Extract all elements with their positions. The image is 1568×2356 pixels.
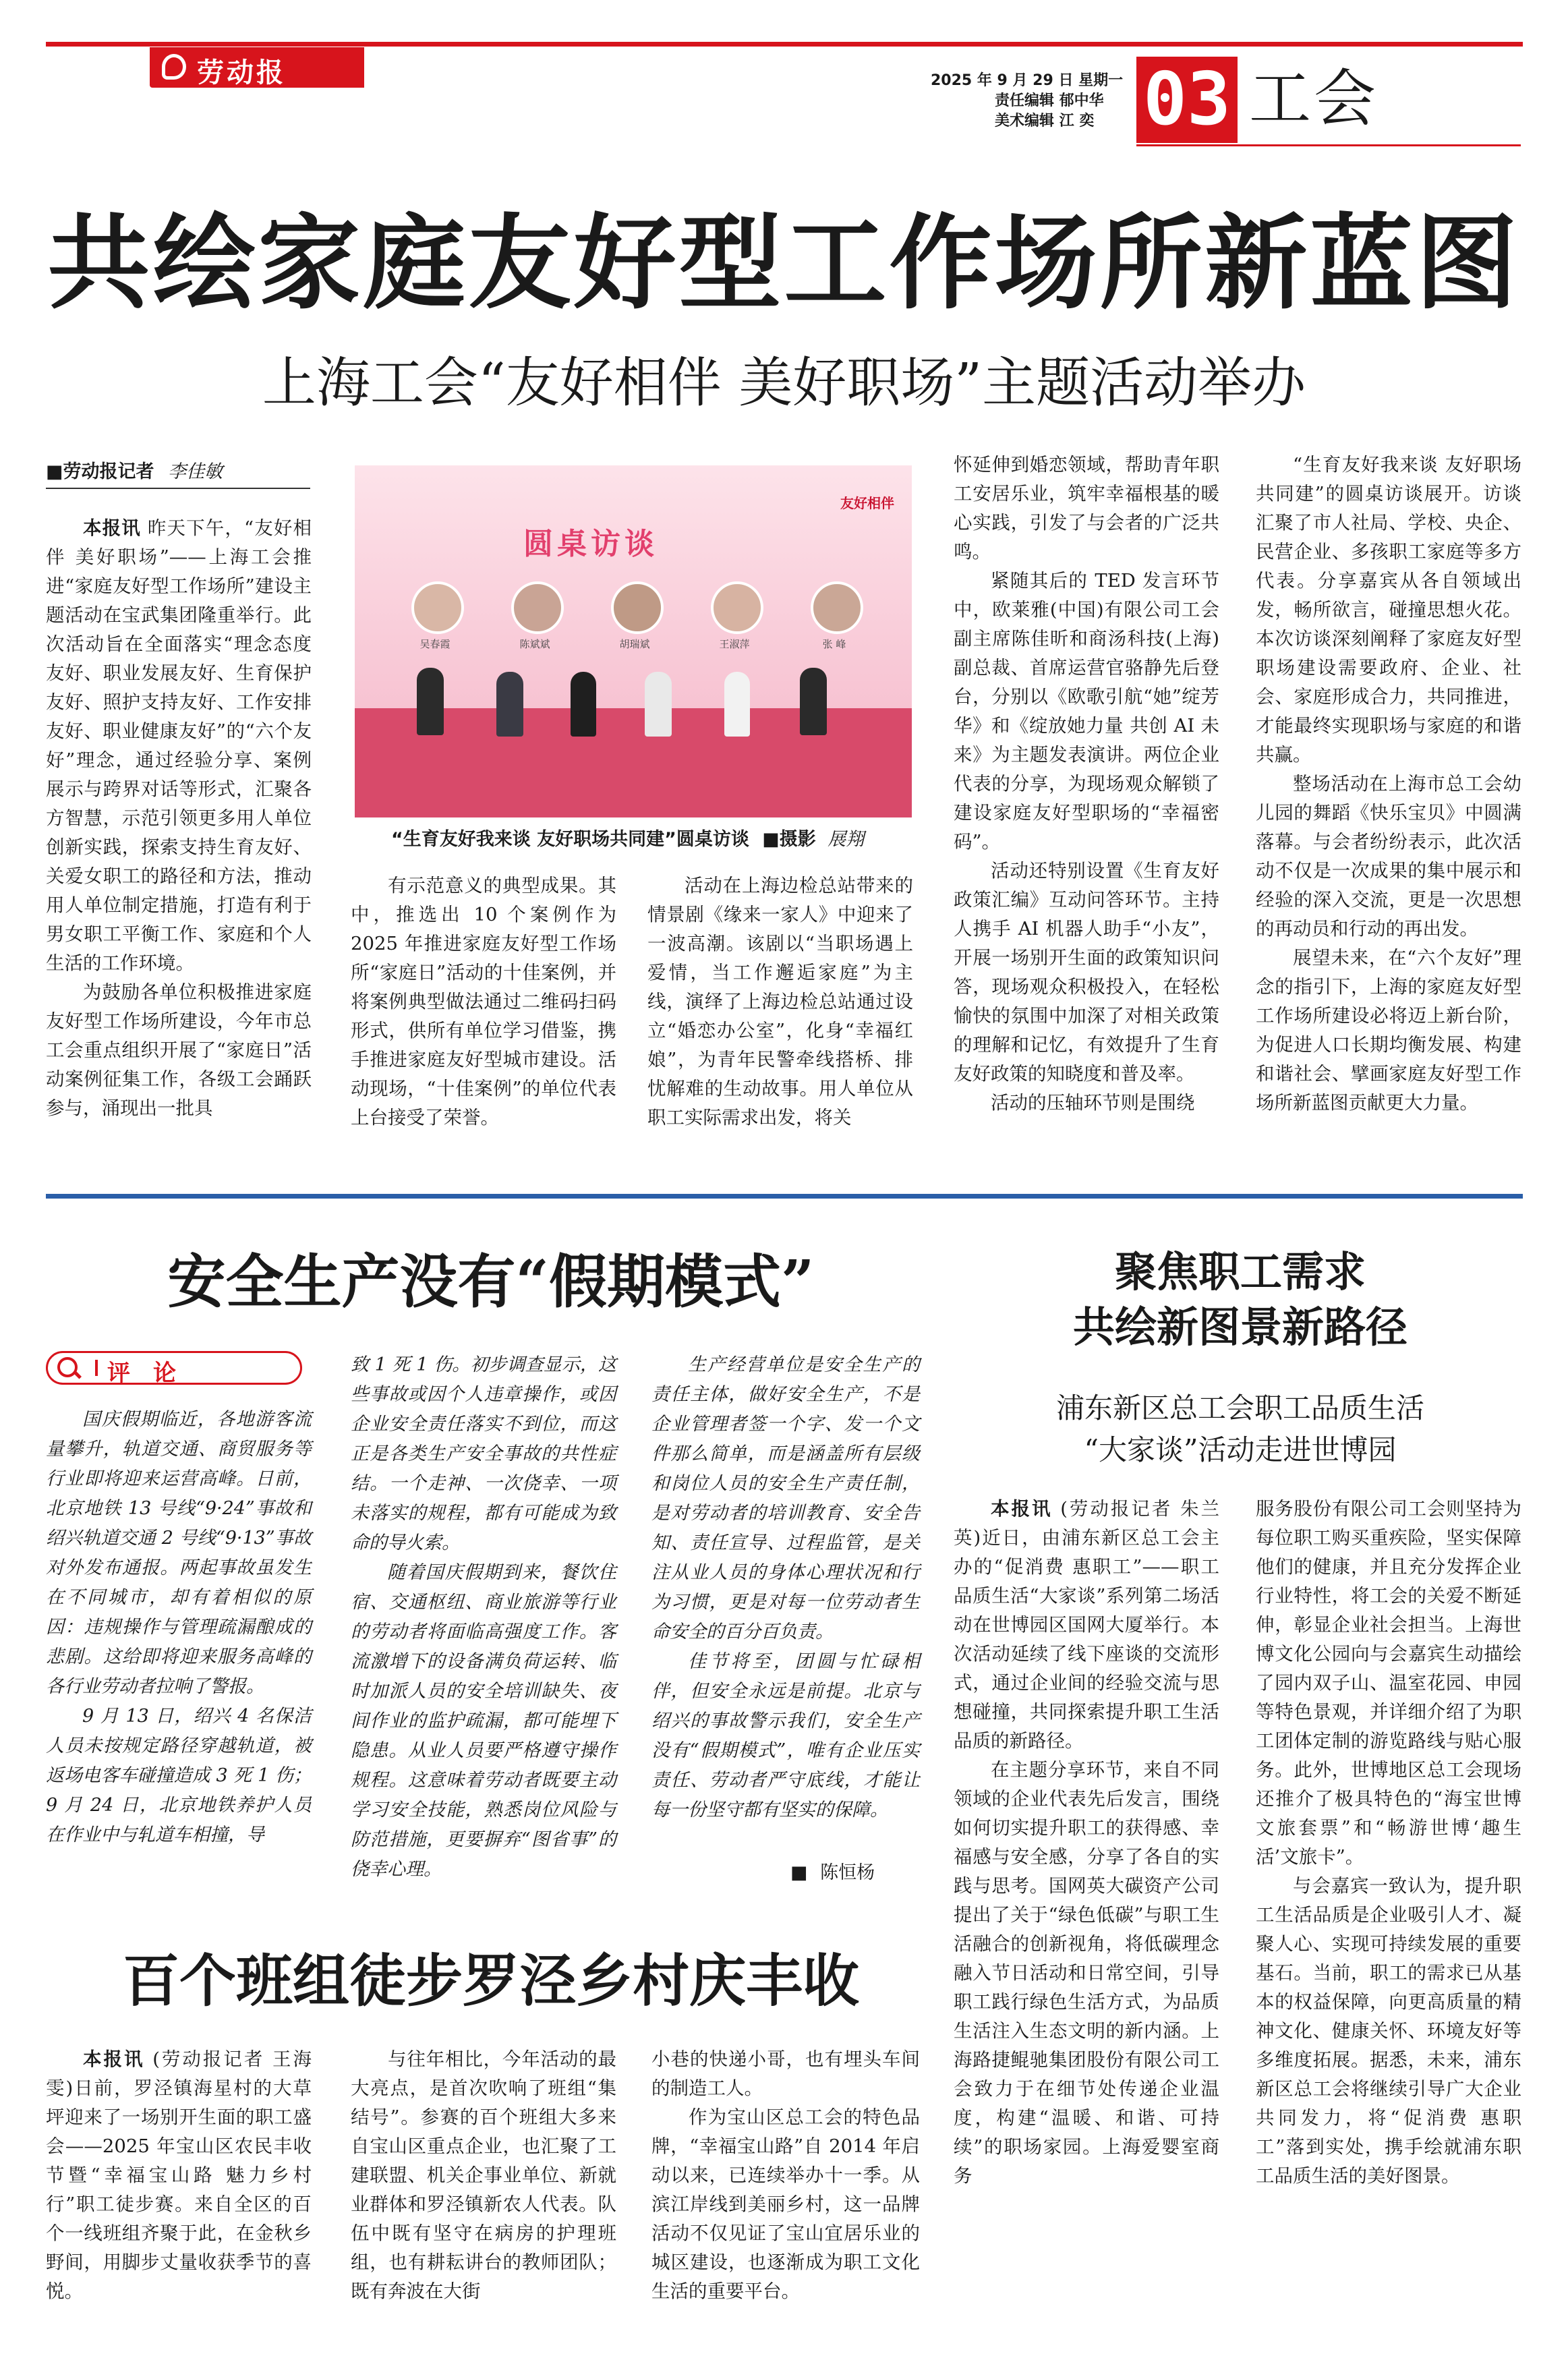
- lead-col-2: [351, 871, 616, 1132]
- paragraph-text: 服务股份有限公司工会则坚持为每位职工购买重疾险，坚实保障他们的健康，并且充分发挥企业行业特性，将工会的关爱不断延伸，彰显企业社会担当。上海世博文化公园向与会嘉宾生动描绘了园内双子山、温室花园、申园等特色景观，并详细介绍了为职工团体定制的游览路线与贴心服务。此外，世博地区总工会现场还推介了极具特色的“海宝世博文旅套票”和“畅游世博‘趣生活’文旅卡”。: [1256, 1498, 1521, 1868]
- paragraph: [351, 1350, 616, 1558]
- paragraph-text: 昨天下午，“友好相伴 美好职场”——上海工会推进“家庭友好型工作场所”建设主题活动在宝武集团隆重举行。此次活动旨在全面落实“理念态度友好、职业发展友好、生育保护友好、照护支持友好、工作安排友好、职业健康友好”的“六个友好”理念，通过经验分享、案例展示与跨界对话等形式，汇聚各方智慧，示范引领更多用人单位创新实践，探索支持生育友好、关爱女职工的路径和方法，推动用人单位制定措施，打造有利于男女职工平衡工作、家庭和个人生活的工作环境。: [46, 517, 312, 974]
- paragraph: [651, 1647, 920, 1825]
- paragraph-text: (劳动报记者 王海雯)日前，罗泾镇海星村的大草坪迎来了一场别开生面的职工盛会——2025 年宝山区农民丰收节暨“幸福宝山路 魅力乡村行”职工徒步赛。来自全区的百个一线班组齐聚于此，在金秋乡野间，用脚步丈量收获季节的喜悦。: [46, 2048, 312, 2302]
- paragraph-text: 整场活动在上海市总工会幼儿园的舞蹈《快乐宝贝》中圆满落幕。与会者纷纷表示，此次活动不仅是一次成果的集中展示和经验的深入交流，更是一次思想的再动员和行动的再出发。: [1256, 773, 1521, 940]
- safety-col-1: [46, 1405, 312, 1850]
- person-3: [571, 672, 596, 737]
- lead-photo: [355, 465, 912, 817]
- lead-subheadline: 上海工会“友好相伴 美好职场”主题活动举办: [262, 351, 1306, 414]
- art-editor-line: 美术编辑 江 奕: [995, 113, 1095, 130]
- paragraph: [46, 1405, 312, 1702]
- lead-col-3: [647, 871, 913, 1132]
- hike-headline: 百个班组徒步罗泾乡村庆丰收: [122, 1947, 859, 2014]
- lead-headline: 共绘家庭友好型工作场所新蓝图: [47, 202, 1521, 323]
- person-5: [724, 672, 750, 737]
- logo-mark-icon: [162, 54, 186, 80]
- hike-col-1: [46, 2045, 312, 2306]
- paragraph-text: 随着国庆假期到来，餐饮住宿、交通枢纽、商业旅游等行业的劳动者将面临高强度工作。客流激增下的设备满负荷运转、临时加派人员的安全培训缺失、夜间作业的监护疏漏，都可能埋下隐患。从业人员要严格遵守操作规程。这意味着劳动者既要主动学习安全技能，熟悉岗位风险与防范措施，更要摒弃“图省事”的侥幸心理。: [351, 1562, 616, 1880]
- pudong-col-2: [1256, 1495, 1521, 2191]
- pudong-headline-2: 共绘新图景新路径: [1072, 1302, 1407, 1352]
- photo-credit-name: 展翔: [827, 829, 865, 850]
- safety-author: [790, 1858, 875, 1884]
- top-red-rule: [46, 42, 1523, 47]
- paragraph: [1256, 1495, 1521, 1872]
- comment-tag: [46, 1351, 302, 1385]
- paragraph: [954, 567, 1219, 857]
- editor-line: 责任编辑 郁中华: [995, 92, 1104, 109]
- speaker-4: [711, 581, 763, 634]
- speaker-3: [611, 581, 664, 634]
- pudong-sub-2: “大家谈”活动走进世博园: [1084, 1433, 1397, 1466]
- paragraph-text: 与往年相比，今年活动的最大亮点，是首次吹响了班组“集结号”。参赛的百个班组大多来自宝山区重点企业，也汇聚了工建联盟、机关企事业单位、新就业群体和罗泾镇新农人代表。队伍中既有坚守在病房的护理班组，也有耕耘讲台的教师团队；既有奔波在大街: [351, 2048, 616, 2302]
- paragraph: [647, 871, 913, 1132]
- paragraph: [651, 1350, 920, 1647]
- photo-logo: 友好相伴: [840, 495, 894, 511]
- paragraph: [351, 2045, 616, 2306]
- dateline: 本报讯: [991, 1498, 1053, 1520]
- speaker-2: [511, 581, 564, 634]
- person-2: [496, 672, 523, 737]
- paragraph: [46, 514, 312, 978]
- safety-col-2: [351, 1350, 616, 1885]
- paragraph: [46, 1702, 312, 1850]
- paragraph-text: 活动的压轴环节则是围绕: [991, 1092, 1195, 1114]
- paragraph-text: 紧随其后的 TED 发言环节中，欧莱雅(中国)有限公司工会副主席陈佳昕和商汤科技(上海)副总裁、首席运营官骆静先后登台，分别以《欧歌引航“她”绽芳华》和《绽放她力量 共创 AI 未来》为主题发表演讲。两位企业代表的分享，为现场观众解锁了建设家庭友好型职场的“幸福密码”。: [954, 570, 1219, 853]
- logo-text: 劳动报: [197, 57, 286, 88]
- paragraph-text: “生育友好我来谈 友好职场共同建”的圆桌访谈展开。访谈汇聚了市人社局、学校、央企、民营企业、多孩职工家庭等多方代表。分享嘉宾从各自领域出发，畅所欲言，碰撞思想火花。本次访谈深刻阐释了家庭友好型职场建设需要政府、企业、社会、家庭形成合力，共同推进，才能最终实现职场与家庭的和谐共赢。: [1256, 454, 1521, 766]
- paragraph: [1256, 770, 1521, 944]
- paragraph-text: 致 1 死 1 伤。初步调查显示，这些事故或因个人违章操作，或因企业安全责任落实不到位，而这正是各类生产安全事故的共性症结。一个走神、一次侥幸、一项未落实的规程，都有可能成为致命的导火索。: [351, 1354, 616, 1553]
- masthead-logo: [150, 47, 364, 88]
- pudong-sub-1: 浦东新区总工会职工品质生活: [1055, 1391, 1424, 1425]
- person-6: [800, 668, 827, 735]
- comment-tag-divider: [95, 1360, 98, 1376]
- paragraph: [954, 1089, 1219, 1118]
- byline-underline: [46, 488, 310, 489]
- byline-label: ■劳动报记者: [46, 461, 154, 482]
- speaker-name-5: 张 峰: [822, 638, 846, 650]
- page-number-box: [1136, 57, 1238, 143]
- paragraph-text: 作为宝山区总工会的特色品牌，“幸福宝山路”自 2014 年启动以来，已连续举办十一季。从滨江岸线到美丽乡村，这一品牌活动不仅见证了宝山宜居乐业的城区建设，也逐渐成为职工文化生活的重要平台。: [651, 2106, 920, 2302]
- safety-headline: 安全生产没有“假期模式”: [167, 1248, 815, 1316]
- paragraph-text: 为鼓励各单位积极推进家庭友好型工作场所建设，今年市总工会重点组织开展了“家庭日”活动案例征集工作，各级工会踊跃参与，涌现出一批具: [46, 981, 312, 1119]
- person-1: [417, 668, 444, 735]
- lead-col-1: [46, 514, 312, 1123]
- paragraph-text: 展望未来，在“六个友好”理念的指引下，上海的家庭友好型工作场所建设必将迈上新台阶，为促进人口长期均衡发展、构建和谐社会、擘画家庭友好型工作场所新蓝图贡献更大力量。: [1256, 947, 1521, 1114]
- lead-byline: [46, 459, 223, 486]
- speaker-name-4: 王淑萍: [719, 638, 750, 650]
- paragraph: [954, 1495, 1219, 1756]
- author-name: 陈恒杨: [820, 1862, 875, 1883]
- photo-banner: 圆桌访谈: [523, 527, 658, 561]
- masthead-bottom-rule: [1136, 144, 1521, 146]
- paragraph-text: 生产经营单位是安全生产的责任主体，做好安全生产，不是企业管理者签一个字、发一个文件那么简单，而是涵盖所有层级和岗位人员的安全生产责任制，是对劳动者的培训教育、安全告知、责任宣导、过程监管，是关注从业人员的身体心理状况和行为习惯，更是对每一位劳动者生命安全的百分百负责。: [651, 1354, 920, 1642]
- paragraph: [1256, 944, 1521, 1118]
- paragraph-text: 怀延伸到婚恋领域，帮助青年职工安居乐业，筑牢幸福根基的暖心实践，引发了与会者的广泛共鸣。: [954, 454, 1219, 563]
- date-line: 2025 年 9 月 29 日 星期一: [931, 72, 1124, 89]
- paragraph: [954, 857, 1219, 1089]
- paragraph-text: 小巷的快递小哥，也有埋头车间的制造工人。: [651, 2048, 920, 2099]
- comment-tag-label: 评 论: [107, 1360, 176, 1387]
- section-name: 工会: [1249, 63, 1379, 135]
- pudong-col-1: [954, 1495, 1219, 2191]
- search-icon-handle: [74, 1371, 82, 1379]
- paragraph: [351, 1558, 616, 1885]
- speaker-name-2: 陈斌斌: [519, 638, 550, 650]
- photo-caption: [391, 824, 917, 851]
- person-4: [645, 672, 672, 737]
- pudong-headline-1: 聚焦职工需求: [1114, 1247, 1366, 1296]
- lead-col-4: [954, 451, 1219, 1118]
- lead-col-5: [1256, 451, 1521, 1118]
- paragraph: [651, 2103, 920, 2306]
- paragraph: [954, 1756, 1219, 2191]
- paragraph: [46, 2045, 312, 2306]
- photo-caption-text: “生育友好我来谈 友好职场共同建”圆桌访谈: [391, 829, 749, 850]
- paragraph-text: 9 月 13 日，绍兴 4 名保洁人员未按规定路径穿越轨道，被返场电客车碰撞造成 3 死 1 伤；9 月 24 日，北京地铁养护人员在作业中与轧道车相撞，导: [46, 1706, 312, 1845]
- speaker-name-3: 胡瑞斌: [619, 638, 650, 650]
- hike-col-2: [351, 2045, 616, 2306]
- paragraph-text: 佳节将至，团圆与忙碌相伴，但安全永远是前提。北京与绍兴的事故警示我们，安全生产没有“假期模式”，唯有企业压实责任、劳动者严守底线，才能让每一份坚守都有坚实的保障。: [651, 1651, 920, 1820]
- paragraph: [651, 2045, 920, 2103]
- paragraph-text: 活动还特别设置《生育友好政策汇编》互动问答环节。主持人携手 AI 机器人助手“小友”，开展一场别开生面的政策知识问答，现场观众积极投入，在轻松愉快的氛围中加深了对相关政策的理解和记忆，有效提升了生育友好政策的知晓度和普及率。: [954, 860, 1219, 1085]
- paragraph: [954, 451, 1219, 567]
- paragraph-text: 活动在上海边检总站带来的情景剧《缘来一家人》中迎来了一波高潮。该剧以“当职场遇上爱情，当工作邂逅家庭”为主线，演绎了上海边检总站通过设立“婚恋办公室”，化身“幸福红娘”，为青年民警牵线搭桥、排忧解难的生动故事。用人单位从职工实际需求出发，将关: [647, 875, 913, 1128]
- dateline: 本报讯: [83, 517, 141, 539]
- speaker-1: [411, 581, 464, 634]
- paragraph-text: (劳动报记者 朱兰英)近日，由浦东新区总工会主办的“促消费 惠职工”——职工品质生活“大家谈”系列第二场活动在世博园区国网大厦举行。本次活动延续了线下座谈的交流形式，通过企业间的经验交流与思想碰撞，共同探索提升职工生活品质的新路径。: [954, 1498, 1220, 1752]
- paragraph-text: 国庆假期临近，各地游客流量攀升，轨道交通、商贸服务等行业即将迎来运营高峰。日前，北京地铁 13 号线“9·24”事故和绍兴轨道交通 2 号线“9·13”事故对外发布通报。两起事故虽发生在不同城市，却有着相似的原因：违规操作与管理疏漏酿成的悲剧。这给即将迎来服务高峰的各行业劳动者拉响了警报。: [46, 1409, 312, 1697]
- speaker-5: [811, 581, 863, 634]
- paragraph: [1256, 1872, 1521, 2191]
- paragraph-text: 在主题分享环节，来自不同领域的企业代表先后发言，围绕如何切实提升职工的获得感、幸福感与安全感，分享了各自的实践与思考。国网英大碳资产公司提出了关于“绿色低碳”与职工生活融合的创新视角，将低碳理念融入节日活动和日常空间，引导职工践行绿色生活方式，为品质生活注入生态文明的新内涵。上海路捷鲲驰集团股份有限公司工会致力于在细节处传递企业温度，构建“温暖、和谐、可持续”的职场家园。上海爱婴室商务: [954, 1759, 1219, 2187]
- paragraph: [1256, 451, 1521, 770]
- page-number: 03: [1142, 57, 1231, 142]
- byline-name: 李佳敏: [168, 461, 223, 482]
- speaker-name-1: 吴春霞: [419, 638, 451, 650]
- paragraph: [46, 978, 312, 1123]
- hike-col-3: [651, 2045, 920, 2306]
- photo-credit-label: ■摄影: [762, 829, 816, 850]
- section-divider: [46, 1194, 1523, 1199]
- paragraph: [351, 871, 616, 1132]
- paragraph-text: 有示范意义的典型成果。其中，推选出 10 个案例作为 2025 年推进家庭友好型工作场所“家庭日”活动的十佳案例，并将案例典型做法通过二维码扫码形式，供所有单位学习借鉴，携手推进家庭友好型城市建设。活动现场，“十佳案例”的单位代表上台接受了荣誉。: [351, 875, 616, 1128]
- dateline: 本报讯: [83, 2048, 145, 2070]
- paragraph-text: 与会嘉宾一致认为，提升职工生活品质是企业吸引人才、凝聚人心、实现可持续发展的重要基石。当前，职工的需求已从基本的权益保障，向更高质量的精神文化、健康关怀、环境友好等多维度拓展。据悉，未来，浦东新区总工会将继续引导广大企业共同发力，将“促消费 惠职工”落到实处，携手绘就浦东职工品质生活的美好图景。: [1256, 1875, 1521, 2187]
- safety-col-3: [651, 1350, 920, 1825]
- author-mark: ■: [790, 1862, 808, 1883]
